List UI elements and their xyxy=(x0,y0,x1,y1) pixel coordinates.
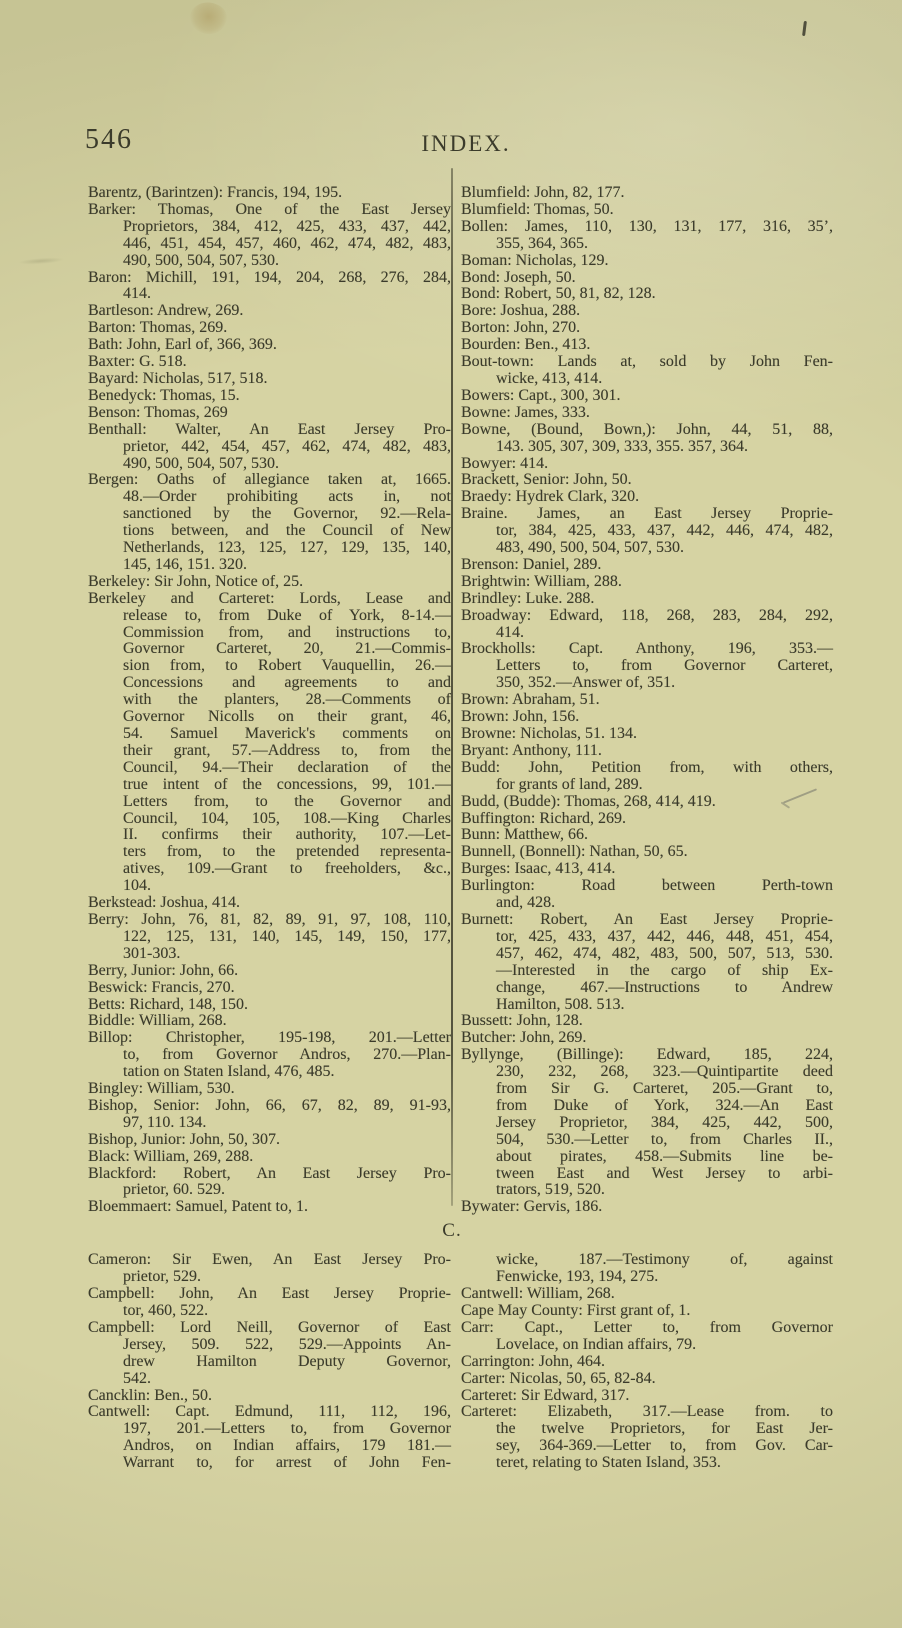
index-entry xyxy=(461,354,833,388)
entry-line: Berkstead: Joshua, 414. xyxy=(88,894,240,912)
entry-line: atives, 109.—Grant to freeholders, &c., xyxy=(123,860,451,878)
entry-line: Berkeley and Carteret: Lords, Lease and xyxy=(88,589,451,607)
entry-line: Blumfield: Thomas, 50. xyxy=(461,200,614,218)
index-entry xyxy=(461,219,833,253)
entry-line: Bond: Robert, 50, 81, 82, 128. xyxy=(461,285,656,303)
entry-line: 414. xyxy=(496,623,524,641)
entry-line: Cantwell: William, 268. xyxy=(461,1285,615,1303)
index-entry xyxy=(88,1252,451,1286)
index-entry xyxy=(88,1132,451,1149)
index-entry xyxy=(461,422,833,456)
index-entry xyxy=(88,1404,451,1472)
entry-line: Berry: John, 76, 81, 82, 89, 91, 97, 108, 110, xyxy=(88,910,451,928)
entry-line: to, from Governor Andros, 270.—Plan- xyxy=(123,1046,451,1064)
entry-line: 542. xyxy=(123,1369,151,1387)
entry-line: 230, 232, 268, 323.—Quintipartite deed xyxy=(496,1063,833,1081)
entry-line: Billop: Christopher, 195-198, 201.—Letter xyxy=(88,1029,451,1047)
entry-line: Burges: Isaac, 413, 414. xyxy=(461,860,616,878)
index-entry xyxy=(88,997,451,1014)
entry-line: Letters from, to the Governor and xyxy=(123,792,451,810)
entry-line: tween East and West Jersey to arbi- xyxy=(496,1164,833,1182)
entry-line: sanctioned by the Governor, 92.—Rela- xyxy=(123,505,451,523)
index-entry xyxy=(88,337,451,354)
entry-line: true intent of the concessions, 99, 101.— xyxy=(123,775,451,793)
entry-line: Carteret: Sir Edward, 317. xyxy=(461,1386,630,1404)
entry-line: Baron: Michill, 191, 194, 204, 268, 276, 284, xyxy=(88,268,451,286)
entry-line: 143. 305, 307, 309, 333, 355. 357, 364. xyxy=(496,437,748,455)
entry-line: Blumfield: John, 82, 177. xyxy=(461,184,625,201)
entry-line: Bywater: Gervis, 186. xyxy=(461,1198,603,1216)
entry-line: Letters to, from Governor Carteret, xyxy=(496,657,833,675)
entry-line: teret, relating to Staten Island, 353. xyxy=(496,1454,721,1472)
entry-line: Barker: Thomas, One of the East Jersey xyxy=(88,200,451,218)
entry-line: Brown: John, 156. xyxy=(461,708,580,726)
index-entry xyxy=(461,1303,833,1320)
entry-line: Cameron: Sir Ewen, An East Jersey Pro- xyxy=(88,1251,451,1269)
index-entry xyxy=(461,878,833,912)
index-entry xyxy=(461,286,833,303)
entry-line: Bayard: Nicholas, 517, 518. xyxy=(88,369,268,387)
entry-line: Benedyck: Thomas, 15. xyxy=(88,386,240,404)
entry-line: tions between, and the Council of New xyxy=(123,522,451,540)
entry-line: Bath: John, Earl of, 366, 369. xyxy=(88,336,277,354)
index-entry xyxy=(461,1199,833,1216)
entry-line: with the planters, 28.—Comments of xyxy=(123,691,451,709)
entry-line: Butcher: John, 269. xyxy=(461,1029,587,1047)
entry-line: Bore: Joshua, 288. xyxy=(461,302,581,320)
index-entry xyxy=(461,456,833,473)
column-divider-rule xyxy=(451,168,453,1206)
index-entry xyxy=(88,185,451,202)
entry-line: Brown: Abraham, 51. xyxy=(461,691,600,709)
entry-line: Braine. James, an East Jersey Proprie- xyxy=(461,505,833,523)
entry-line: for grants of land, 289. xyxy=(496,775,643,793)
index-entry xyxy=(461,253,833,270)
entry-line: release to, from Duke of York, 8-14.— xyxy=(123,606,451,624)
paper-stain-mark xyxy=(185,0,231,40)
entry-line: 48.—Order prohibiting acts in, not xyxy=(123,488,451,506)
index-entry xyxy=(88,371,451,388)
entry-line: Broadway: Edward, 118, 268, 283, 284, 292, xyxy=(461,606,833,624)
entry-line: Bout-town: Lands at, sold by John Fen- xyxy=(461,353,833,371)
entry-line: Carr: Capt., Letter to, from Governor xyxy=(461,1318,833,1336)
index-entry xyxy=(461,1371,833,1388)
entry-line: Boman: Nicholas, 129. xyxy=(461,251,609,269)
entry-line: Bishop, Junior: John, 50, 307. xyxy=(88,1130,281,1148)
entry-line: Bowne, (Bound, Bown,): John, 44, 51, 88, xyxy=(461,420,833,438)
entry-line: Concessions and agreements to and xyxy=(123,674,451,692)
entry-line: Council, 104, 105, 108.—King Charles xyxy=(123,809,451,827)
index-entry xyxy=(461,320,833,337)
index-entry xyxy=(461,185,833,202)
entry-line: Beswick: Francis, 270. xyxy=(88,978,235,996)
entry-line: prietor, 60. 529. xyxy=(123,1181,226,1199)
index-entry xyxy=(88,1149,451,1166)
entry-line: Brightwin: William, 288. xyxy=(461,572,622,590)
entry-line: Byllynge, (Billinge): Edward, 185, 224, xyxy=(461,1046,833,1064)
entry-line: Hamilton, 508. 513. xyxy=(496,995,625,1013)
entry-line: Budd, (Budde): Thomas, 268, 414, 419. xyxy=(461,792,716,810)
index-entry xyxy=(461,1286,833,1303)
index-entry xyxy=(461,303,833,320)
entry-line: sion from, to Robert Vauquellin, 26.— xyxy=(123,657,451,675)
index-entry xyxy=(461,861,833,878)
index-entry xyxy=(461,844,833,861)
index-column-right xyxy=(461,185,833,1472)
entry-line: Bryant: Anthony, 111. xyxy=(461,741,602,759)
index-entry xyxy=(461,811,833,828)
entry-line: Carrington: John, 464. xyxy=(461,1352,605,1370)
entry-line: from Duke of York, 324.—An East xyxy=(496,1096,833,1114)
entry-line: Bowyer: 414. xyxy=(461,454,549,472)
index-entry xyxy=(461,709,833,726)
index-entry xyxy=(461,827,833,844)
index-entry xyxy=(461,743,833,760)
entry-line: 446, 451, 454, 457, 460, 462, 474, 482, 483, xyxy=(123,234,451,252)
index-entry xyxy=(88,388,451,405)
section-gap xyxy=(88,1216,451,1252)
index-entry xyxy=(461,202,833,219)
entry-line: 54. Samuel Maverick's comments on xyxy=(123,725,451,742)
entry-line: Brockholls: Capt. Anthony, 196, 353.— xyxy=(461,640,833,658)
index-entry xyxy=(461,1030,833,1047)
entry-line: —Interested in the cargo of ship Ex- xyxy=(496,961,833,979)
entry-line: Bollen: James, 110, 130, 131, 177, 316, 35’, xyxy=(461,217,833,235)
index-entry xyxy=(88,1030,451,1081)
index-column-left xyxy=(88,185,451,1472)
entry-line: tation on Staten Island, 476, 485. xyxy=(123,1063,335,1081)
entry-line: Commission from, and instructions to, xyxy=(123,623,451,641)
index-entry xyxy=(461,1013,833,1030)
index-entry xyxy=(88,574,451,591)
section-gap xyxy=(461,1216,833,1252)
entry-line: 350, 352.—Answer of, 351. xyxy=(496,674,676,692)
entry-line: Campbell: John, An East Jersey Proprie- xyxy=(88,1285,451,1303)
index-entry xyxy=(461,337,833,354)
entry-line: from Sir G. Carteret, 205.—Grant to, xyxy=(496,1080,833,1098)
entry-line: tor, 460, 522. xyxy=(123,1302,209,1319)
entry-line: Netherlands, 123, 125, 127, 129, 135, 140, xyxy=(123,539,451,557)
index-entry xyxy=(88,1081,451,1098)
index-entry xyxy=(461,912,833,1013)
page-header-title: INDEX. xyxy=(421,131,511,156)
index-entry xyxy=(461,641,833,692)
index-entry xyxy=(461,726,833,743)
entry-line: Burnett: Robert, An East Jersey Proprie- xyxy=(461,910,833,928)
entry-line: Carter: Nicolas, 50, 65, 82-84. xyxy=(461,1369,656,1387)
index-entry xyxy=(461,692,833,709)
index-entry xyxy=(88,1166,451,1200)
index-entry xyxy=(88,320,451,337)
entry-line: and, 428. xyxy=(496,894,556,912)
entry-line: Benthall: Walter, An East Jersey Pro- xyxy=(88,420,451,438)
entry-line: 145, 146, 151. 320. xyxy=(123,555,247,573)
paper-smudge-mark xyxy=(18,256,64,265)
entry-line: trators, 519, 520. xyxy=(496,1181,605,1199)
index-entry xyxy=(88,980,451,997)
section-letter-c: C. xyxy=(442,1220,462,1241)
entry-line: 301-303. xyxy=(123,944,181,962)
entry-line: Blackford: Robert, An East Jersey Pro- xyxy=(88,1164,451,1182)
entry-line: Carteret: Elizabeth, 317.—Lease from. to xyxy=(461,1403,833,1421)
entry-line: Jersey, 509. 522, 529.—Appoints An- xyxy=(123,1335,451,1353)
entry-line: Council, 94.—Their declaration of the xyxy=(123,758,451,776)
entry-line: prietor, 529. xyxy=(123,1268,202,1286)
index-entry xyxy=(461,608,833,642)
entry-line: Baxter: G. 518. xyxy=(88,353,187,371)
entry-line: Brenson: Daniel, 289. xyxy=(461,555,602,573)
entry-line: Andros, on Indian affairs, 179 181.— xyxy=(123,1437,451,1455)
entry-line: Black: William, 269, 288. xyxy=(88,1147,254,1165)
index-entry xyxy=(88,1199,451,1216)
entry-line: Borton: John, 270. xyxy=(461,319,581,337)
entry-line: Browne: Nicholas, 51. 134. xyxy=(461,725,637,742)
index-entry xyxy=(88,963,451,980)
index-entry xyxy=(88,1286,451,1320)
index-entry xyxy=(461,405,833,422)
index-entry xyxy=(88,1098,451,1132)
index-entry xyxy=(88,912,451,963)
index-entry xyxy=(88,405,451,422)
entry-line: Berry, Junior: John, 66. xyxy=(88,961,239,979)
entry-line: Cape May County: First grant of, 1. xyxy=(461,1302,691,1319)
index-entry xyxy=(88,472,451,573)
index-entry xyxy=(88,303,451,320)
entry-line: tor, 425, 433, 437, 442, 446, 448, 451, 454, xyxy=(496,927,833,945)
entry-line: 483, 490, 500, 504, 507, 530. xyxy=(496,539,684,557)
entry-line: their grant, 57.—Address to, from the xyxy=(123,741,451,759)
index-entry xyxy=(461,1047,833,1199)
entry-line: Burlington: Road between Perth-town xyxy=(461,877,833,895)
entry-line: Campbell: Lord Neill, Governor of East xyxy=(88,1318,451,1336)
entry-line: Cancklin: Ben., 50. xyxy=(88,1386,212,1404)
entry-line: about pirates, 458.—Submits line be- xyxy=(496,1147,833,1165)
entry-line: Benson: Thomas, 269 xyxy=(88,403,228,421)
entry-line: Bowers: Capt., 300, 301. xyxy=(461,386,621,404)
index-entry xyxy=(88,895,451,912)
entry-line: prietor, 442, 454, 457, 462, 474, 482, 483, xyxy=(123,437,451,455)
entry-line: tor, 384, 425, 433, 437, 442, 446, 474, 482, xyxy=(496,522,833,540)
entry-line: Buffington: Richard, 269. xyxy=(461,809,627,827)
index-entry xyxy=(461,472,833,489)
entry-line: Budd: John, Petition from, with others, xyxy=(461,758,833,776)
entry-line: Proprietors, 384, 412, 425, 433, 437, 442, xyxy=(123,217,451,235)
index-entry xyxy=(461,794,833,811)
entry-line: Governor Carteret, 20, 21.—Commis- xyxy=(123,640,451,658)
entry-line: Fenwicke, 193, 194, 275. xyxy=(496,1268,659,1286)
index-entry xyxy=(461,1388,833,1405)
entry-line: 355, 364, 365. xyxy=(496,234,588,252)
entry-line: 197, 201.—Letters to, from Governor xyxy=(123,1420,451,1438)
index-entry xyxy=(88,1388,451,1405)
index-entry xyxy=(461,1320,833,1354)
entry-line: Bishop, Senior: John, 66, 67, 82, 89, 91-93, xyxy=(88,1096,451,1114)
entry-line: Bourden: Ben., 413. xyxy=(461,336,591,354)
index-entry xyxy=(461,270,833,287)
index-entry xyxy=(88,422,451,473)
entry-line: wicke, 413, 414. xyxy=(496,369,603,387)
index-entry xyxy=(88,1013,451,1030)
entry-line: Bowne: James, 333. xyxy=(461,403,590,421)
index-entry xyxy=(461,1354,833,1371)
entry-line: 104. xyxy=(123,877,151,895)
entry-line: Cantwell: Capt. Edmund, 111, 112, 196, xyxy=(88,1403,451,1421)
entry-line: 414. xyxy=(123,285,151,303)
entry-line: Bergen: Oaths of allegiance taken at, 1665. xyxy=(88,471,451,489)
entry-line: Braedy: Hydrek Clark, 320. xyxy=(461,488,640,506)
entry-line: drew Hamilton Deputy Governor, xyxy=(123,1352,451,1370)
entry-line: 122, 125, 131, 140, 145, 149, 150, 177, xyxy=(123,927,451,945)
index-entry xyxy=(88,591,451,895)
ink-dot-mark xyxy=(802,21,807,36)
index-entry xyxy=(461,557,833,574)
index-entry xyxy=(461,388,833,405)
entry-line: II. confirms their authority, 107.—Let- xyxy=(123,826,451,844)
index-entry xyxy=(461,1404,833,1472)
entry-line: Bartleson: Andrew, 269. xyxy=(88,302,244,320)
index-entry xyxy=(461,574,833,591)
entry-line: change, 467.—Instructions to Andrew xyxy=(496,978,833,996)
index-entry xyxy=(88,202,451,270)
entry-line: Bunn: Matthew, 66. xyxy=(461,826,588,844)
entry-line: Barton: Thomas, 269. xyxy=(88,319,228,337)
entry-line: Bond: Joseph, 50. xyxy=(461,268,576,286)
entry-line: Brindley: Luke. 288. xyxy=(461,589,595,607)
entry-line: Brackett, Senior: John, 50. xyxy=(461,471,632,489)
entry-line: Governor Nicolls on their grant, 46, xyxy=(123,708,451,726)
entry-line: the twelve Proprietors, for East Jer- xyxy=(496,1420,833,1438)
index-entry xyxy=(88,270,451,304)
entry-line: 504, 530.—Letter to, from Charles II., xyxy=(496,1130,833,1148)
index-entry xyxy=(461,506,833,557)
index-entry xyxy=(461,489,833,506)
index-entry xyxy=(88,1320,451,1388)
entry-line: sey, 364-369.—Letter to, from Gov. Car- xyxy=(496,1437,833,1455)
entry-line: Betts: Richard, 148, 150. xyxy=(88,995,248,1013)
entry-line: Biddle: William, 268. xyxy=(88,1012,227,1030)
entry-line: Bingley: William, 530. xyxy=(88,1080,235,1098)
entry-line: Lovelace, on Indian affairs, 79. xyxy=(496,1335,697,1353)
entry-line: Bloemmaert: Samuel, Patent to, 1. xyxy=(88,1198,308,1216)
entry-line: Barentz, (Barintzen): Francis, 194, 195. xyxy=(88,184,343,201)
index-entry xyxy=(88,354,451,371)
entry-line: 490, 500, 504, 507, 530. xyxy=(123,454,279,472)
entry-line: Bunnell, (Bonnell): Nathan, 50, 65. xyxy=(461,843,688,861)
entry-line: 97, 110. 134. xyxy=(123,1113,207,1131)
page-number: 546 xyxy=(85,124,133,155)
index-entry xyxy=(461,760,833,794)
entry-line: Bussett: John, 128. xyxy=(461,1012,583,1030)
entry-line: Jersey Proprietor, 384, 425, 442, 500, xyxy=(496,1113,833,1131)
entry-line: 457, 462, 474, 482, 483, 500, 507, 513, 530. xyxy=(496,944,833,962)
entry-line: wicke, 187.—Testimony of, against xyxy=(496,1251,833,1269)
entry-line: ters from, to the pretended representa- xyxy=(123,843,451,861)
entry-line: 490, 500, 504, 507, 530. xyxy=(123,251,279,269)
index-entry xyxy=(461,1252,833,1286)
entry-line: Warrant to, for arrest of John Fen- xyxy=(123,1454,451,1472)
index-entry xyxy=(461,591,833,608)
entry-line: Berkeley: Sir John, Notice of, 25. xyxy=(88,572,304,590)
